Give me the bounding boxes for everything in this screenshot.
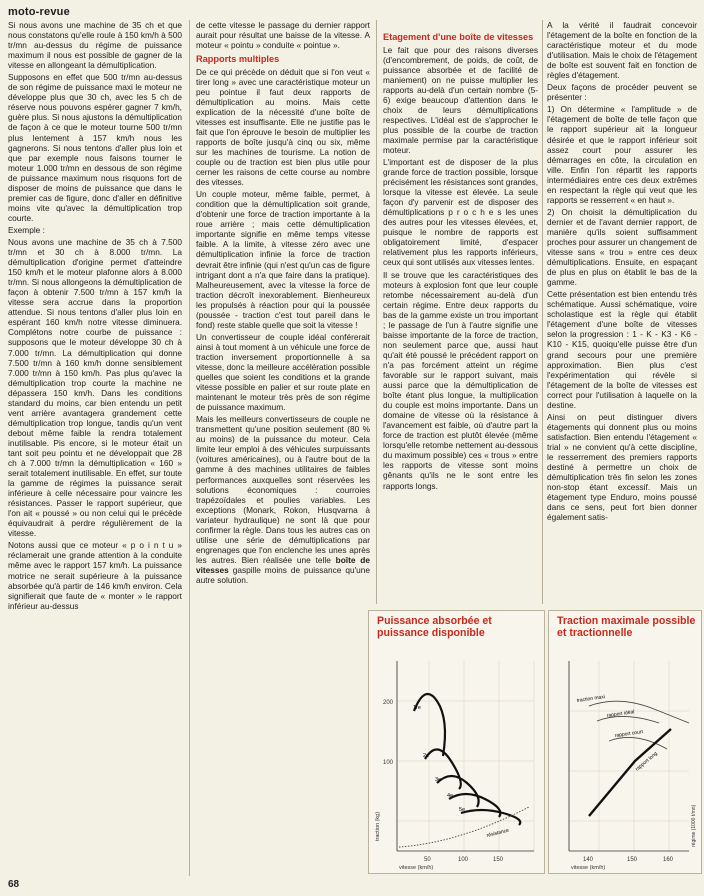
paragraph: Nous avons une machine de 35 ch à 7.500 tr/mn et 30 ch à 8.000 tr/mn. La démultiplication d'origine permet d'atteindre 150 km/h et le moteur plafonne alors à 8.000 tr/mn. Si nous allongeons la démultiplication de façon à obtenir 7.500 tr/mn à 157 km/h la vitesse sera accrue dans la proportion attendue. Si nous tentons d'aller plus loin en espérant 160 km/h notre vitesse diminuera. Complétons notre courbe de puissance : supposons que le moteur développe 30 ch à 7.000 tr/mn. La démultiplication qui donne 7.500 tr/mn à 160 km/h donne sensiblement 7.000 tr/mn à 150 km/h. Pas plus qu'avec la démultiplication trop courte la machine ne dépassera 150 km/h. Dans les conditions standard du moins, car bien entendu un petit vent arrière avantagera grandement cette démultiplication trop longue, tandis qu'un vent debout même faible la rendra totalement inutilisable. Pis encore, si le moteur était un tant soit peu pointu et ne développait que 28 ch à 7.000 tr/mn la démultiplication « 160 » serait totalement inutilisable. En effet, sur toute la gamme de régimes la puissance serait inférieure à celle nécessaire pour vaincre les résistances. Passer le rapport supérieur, que l'on ait « poussé » ou non celui qui le précède équivaudrait à perdre régulièrement de la vitesse. [8,236,182,539]
paragraph: Ainsi on peut distinguer divers étagements qui donnent plus ou moins satisfaction. Bien entendu l'étagement « trial » ne convient qu'à cette discipline, le resserrement des premiers rapports destiné à permettre un choix de démultiplication très fin selon les zones non-stop étant excessif. Mais un étagement type Enduro, moins poussé dans ce sens, peut fort bien donner également satis- [547,411,697,523]
figure-title: Puissance absorbée et puissance disponible [377,615,492,639]
bold-term: boîte de vitesses [196,554,370,575]
figure-traction-curves [548,610,702,874]
curve-rapport-long [589,729,671,816]
x-axis-label: vitesse (km/h) [571,865,606,871]
column-divider [542,20,543,604]
gear-curve-3 [437,776,479,807]
paragraph: Un couple moteur, même faible, permet, à condition que la démultiplication soit grande, d'obtenir une force de traction importante à la roue arrière ; mais cette démultiplication importante signifie en même temps vitesse faible. A la limite, à vitesse zéro avec une démultiplication infinie la force de traction devrait être infinie (qui n'est qu'un cas de figure intrigant dont a n'a que faire dans la pratique). Malheureusement, avec la vitesse la force de traction décroît inexorablement. Bienheureux les propulsés à réaction pour qui la poussée (poussée - traction c'est tout pareil dans le fond) reste stable quelle que soit la vitesse ! [196,189,370,330]
paragraph: Un convertisseur de couple idéal conférerait ainsi à tout moment à un véhicule une force de traction inversement proportionnelle à sa vitesse, donc la meilleure accélération possible quelles que soient les conditions et la grande vitesse possible en palier et sur route plate en maintenant le moteur très près de son régime de puissance maximum. [196,331,370,413]
y-tick: 100 [383,760,394,766]
power-chart [369,611,544,873]
paragraph: Le fait que pour des raisons diverses (d'encombrement, de poids, de coût, de puissance absorbée et de facilité de maniement) on ne puisse multiplier les rapports au-delà d'un certain nombre (5-6) exige beaucoup d'attention dans le choix de leurs démultiplications respectives. L'idéal est de s'approcher le plus possible de la courbe de traction maximale permise par la caractéristique moteur. [383,44,538,155]
gear-curves [414,694,520,825]
y-axis-label: traction (kg) [375,811,381,841]
paragraph: Cette présentation est bien entendu très schématique. Aussi schématique, voire scholastique est la règle qui établit l'étagement d'une boîte de vitesses selon la progression : 1 - K - K3 - K6 - K10 - K15, quoiqu'elle puisse être d'un grand secours pour une première approximation. Bien plus c'est l'expérimentation qui révèle si l'étagement de la boîte de vitesses est correct pour l'utilisation à laquelle on la destine. [547,289,697,410]
x-tick: 150 [493,857,504,863]
page-number: 68 [8,879,20,890]
grid [397,661,534,851]
column-3 [383,20,538,604]
paragraph: Supposons en effet que 500 tr/mn au-dessus de son régime de puissance maxi le moteur ne développe plus que 30 ch, avec les 5 ch de réserve nous pouvons espérer gagner 7 km/h, guère plus. Si nous ajustons la démultiplication de façon à ce que le moteur tourne 500 tr/mn plus lentement à 157 km/h nous les gagnerons. Si nous tentons d'aller plus loin et que par exemple nous faisons tourner le moteur 1.000 tr/mn en dessous de son régime de puissance maximum nous risquons fort de disposer de moins de puissance que dans le premier cas de figure, donc d'aller en définitive moins vite qu'avec la démultiplication trop courte. [8,72,182,223]
paragraph: Il se trouve que les caractéristiques des moteurs à explosion font que leur couple retombe nécessairement au-delà d'un certain régime. Entre deux rapports du bas de la gamme existe un trou important ; le passage de l'un à l'autre signifie une baisse importante de la force de traction, non seulement parce que, aussi haut qu'ait été poussé le précédent rapport on n'a pas forcément atteint un régime favorable sur le rapport suivant, mais aussi parce que la démultiplication de boîte étant plus longue, la multiplication du couple est moins importante. Dans un domaine de vitesse où la résistance à l'avancement est faible, où d'autre part la force de traction est plutôt élevée (même lorsqu'elle retombe nettement au-dessous du maximum possible) ces « trous » entre les rapports de vitesse sont moins gênants qu'ils ne le sont entre les rapports longs. [383,269,538,491]
paragraph [196,414,370,585]
x-tick: 160 [663,857,674,863]
gear-label: 4e [447,793,454,799]
gear-label: 1re [413,705,421,711]
paragraph: de cette vitesse le passage du dernier rapport aurait pour résultat une baisse de la vitesse. A moteur « pointu » conduite « pointue ». [196,20,370,51]
x-tick: 50 [424,857,431,863]
figure-power-curves [368,610,545,874]
curve-label: résistance [486,827,510,839]
column-1 [8,20,182,876]
gear-curve-4 [449,794,500,817]
column-divider [376,20,377,604]
gear-curve-5 [461,810,520,825]
section-heading: Etagement d'une boîte de vitesses [383,32,534,42]
gear-curve-1 [414,694,445,756]
gear-label: 3e [435,777,442,783]
column-divider [189,20,190,876]
column-2 [196,20,370,876]
traction-chart [549,611,701,873]
paragraph: L'important est de disposer de la plus grande force de traction possible, lorsque précisément les résistances sont grandes, lorsque la vitesse est élevée. La seule façon d'y parvenir est de disposer des démultiplications p r o c h e s les unes des autres pour les vitesses élevées, et, puisque le nombre de rapports est obligatoirement limité, d'espacer relativement plus les rapports inférieurs, ceux qui sont utilisés aux vitesses lentes. [383,157,538,268]
x-tick: 150 [627,857,638,863]
paragraph: 1) On détermine « l'amplitude » de l'étagement de boîte de telle façon que le rapport supérieur ait la longueur désirée et que le rapport inférieur soit assez court pour assurer les démarrages en côte, la circulation en ville. Enfin l'on répartit les rapports intermédiaires entre ces deux extrêmes en respectant la règle qui veut que les rapports se resserrent « en haut ». [547,104,697,205]
curve-traction-maxi [589,701,689,723]
masthead: moto-revue [8,6,70,18]
paragraph: A la vérité il faudrait concevoir l'étagement de la boîte en fonction de la caractéristique moteur et du mode d'utilisation. Mais le choix de l'étagement de boîte est souvent fait en fonction de règles d'étagement. [547,20,697,81]
figure-title: Traction maximale possible et tractionnelle [557,615,696,639]
paragraph: Exemple : [8,224,45,235]
paragraph-text: Mais les meilleurs convertisseurs de couple ne transmettent qu'une position seulement (80 % au moins) de la puissance du moteur. Cela limite leur emploi à des véhicules surpuissants (voitures américaines), ou à l'autre bout de la gamme à des machines utilitaires de faibles performances auxquelles sont réservées les solutions économiques : courroies trapézoïdales et poulies variables. Les exceptions (Monark, Rokon, Husqvarna à variateur hydraulique) ne sont là que pour confirmer la règle. Dans tous les autres cas on utilise une série de démultiplications par engrenages que l'on enclenche les unes après les autres. Bien réalisée une telle [196,414,370,565]
grid [569,661,689,851]
y-axis-label: régime (1000 t/mn) [691,804,697,847]
paragraph: Deux façons de procéder peuvent se présenter : [547,82,697,103]
curve-label: rapport long [634,750,659,773]
paragraph-text: gaspille moins de puissance qu'une autre solution. [196,564,370,585]
x-axis-label: vitesse (km/h) [399,865,434,871]
gear-label: 5e [459,807,466,813]
curve-label: traction maxi [576,694,606,704]
column-4 [547,20,697,604]
gear-label: 2e [423,753,430,759]
section-heading: Rapports multiples [196,54,280,65]
paragraph: 2) On choisit la démultiplication du dernier et de l'avant dernier rapport, de manière qu'ils soient suffisamment proches pour assurer un changement de vitesse sans « trou » entre ces deux démultiplications. Ensuite, en espaçant de plus en plus on établit le bas de la gamme. [547,206,697,288]
y-tick: 200 [383,700,394,706]
paragraph: Si nous avons une machine de 35 ch et que nous constatons qu'elle roule à 150 km/h à 500 tr/mn au-dessus du régime de puissance maximum il nous est possible de gagner de la vitesse en allongeant la démultiplication. [8,20,182,71]
x-tick: 100 [458,857,469,863]
curve-label: rapport idéal [606,709,635,719]
paragraph: De ce qui précède on déduit que si l'on veut « tirer long » avec une caractéristique moteur un peu pointue il faut deux rapports de démultiplication au moins. Mais cette explication de la nécessité d'une boîte de vitesses est insuffisante. Elle ne justifie pas le fait que l'on éprouve le besoin de multiplier les rapports de boîte jusqu'à cinq ou six, même sur les machines de tourisme. La notion de couple ou de traction est bien plus utile pour cerner les raisons de cette course au nombre des vitesses. [196,66,370,188]
x-tick: 140 [583,857,594,863]
paragraph: Notons aussi que ce moteur « p o i n t u » réclamerait une grande attention à la conduite même avec le rapport 157 km/h. La puissance motrice ne serait supérieure à la puissance absorbée qu'à partir de 146 km/h environ. Cela signifierait que faute de « monter » le rapport inférieur au-dessus [8,540,182,611]
curve-label: rapport court [614,729,644,739]
